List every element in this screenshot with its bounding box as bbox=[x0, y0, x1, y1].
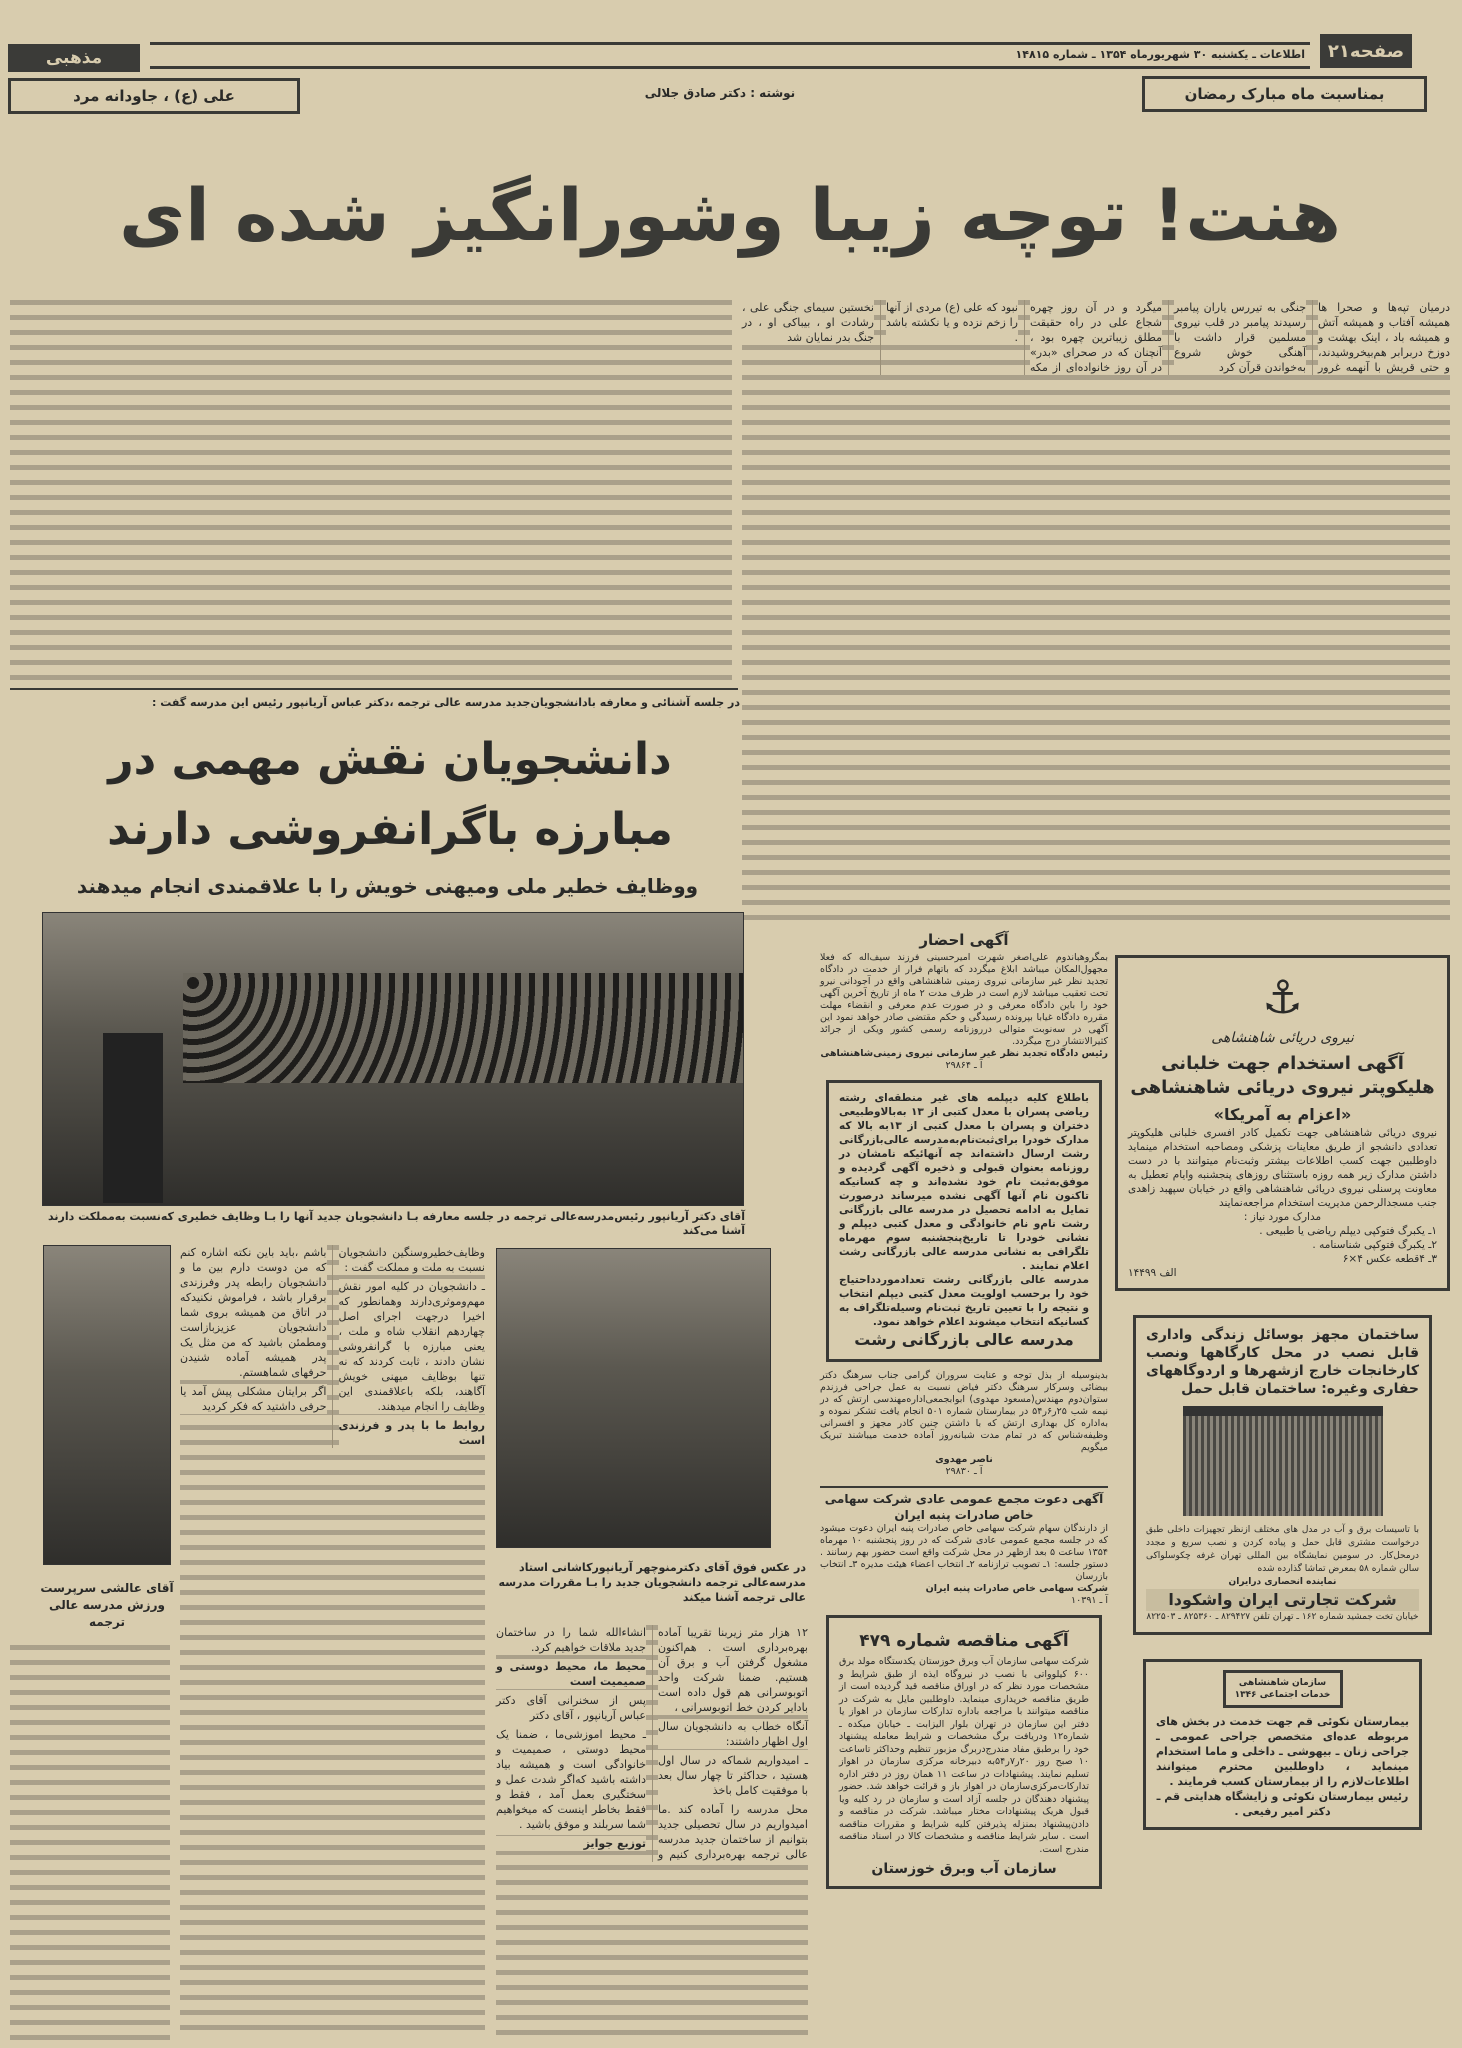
article-column-far-left bbox=[10, 1645, 170, 2040]
navy-requirement: ۲ـ یکبرگ فتوکپی شناسنامه . bbox=[1312, 1239, 1437, 1251]
building-ad-address: خیابان تخت جمشید شماره ۱۶۲ ـ تهران تلفن ۸۲۹۴۲۷ ـ ۸۲۵۳۶۰ ـ ۸۲۲۵۰۳ bbox=[1146, 1612, 1419, 1622]
podium bbox=[103, 1033, 163, 1203]
article-headline-3: ووظایف خطیر ملی ومیهنی خویش را با علاقمندی انجام میدهند bbox=[76, 874, 699, 898]
article-paragraph: محل مدرسه را آماده کند .ما امیدواریم در سال تحصیلی جدید بتوانیم از ساختمان جدید مدرسه عالی ترجمه بهره‌برداری کنیم و انشاءالله شما را در ساختمان جدید ملاقات خواهیم کرد. bbox=[496, 1626, 808, 1861]
article-paragraph: ـ محیط اموزشی‌ما ، ضمنا یک محیط دوستی ، صمیمیت و خانوادگی است و همیشه بیاد داشته باشید که‌اگر شدت عمل و سختگیری بعمل آمد ، فقط و فقط بخاطر اینست که میخواهیم شما سربلند و موفق باشید . bbox=[496, 1728, 646, 1831]
feature-paragraph: نخستین سیمای جنگی علی ، رشادت او ، بیباکی او ، در جنگ بدر نمایان شد bbox=[742, 301, 874, 344]
article-paragraph: باشم ،باید باین نکته اشاره کنم که من دوست دارم بین ما و دانشجویان رابطه پدر وفرزندی برقرار باشد ، فراموش نکنیدکه در اتاق من همیشه بروی شما دانشجویان عزیزبازاست ومطمئن باشید که من مثل یک پدر همیشه آماده شنیدن حرفهای شماهستم. bbox=[180, 1246, 327, 1379]
building-ad-body: با تاسیسات برق و آب در مدل های مختلف ازنظر تجهیزات داخلی طبق درخواست مشتری قابل حمل و پیاده کردن و نصب سریع و مجدد درمحل‌کار. در سومین نمایشگاه بین المللی تهران غرفه چکوسلواکی سالن شماره ۵۸ بمعرض تماشا گذارده شده bbox=[1146, 1525, 1419, 1574]
article-headline-2: مبارزه باگرانفروشی دارند bbox=[107, 804, 673, 855]
article-kicker: در جلسه آشنائی و معارفه بادانشجویان‌جدید مدرسه عالی ترجمه ،دکتر عباس آریانپور رئیس این مدرسه گفت : bbox=[152, 696, 740, 709]
right-ads-column bbox=[1115, 955, 1450, 1830]
building-ad-title: ساختمان مجهز بوسائل زندگی واداری قابل نصب در محل کارگاهها ونصب کارخانجات خارج ازشهرها و اردوگاههای حفاری وغیره: ساختمان قابل حمل bbox=[1146, 1327, 1419, 1397]
thanks-code: آ ـ ۲۹۸۳۰ bbox=[945, 1466, 983, 1477]
navy-ad-body: نیروی دریائی شاهنشاهی جهت تکمیل کادر افسری خلبانی هلیکوپتر تعدادی دانشجو از طریق معاینات پزشکی ومصاحبه استخدام مینماید داوطلبین جهت کسب اطلاعات بیشتر وثبت‌نام میتوانند با در دست داشتن مدارک زیر همه روزه باستثنای روزهای پنجشنبه وایام تعطیل به معاونت پرسنلی نیروی دریائی شاهنشاهی واقع در خیابان سپهبد زاهدی جنب مسجدالرحمن مدیریت استخدام مراجعه‌نمایند bbox=[1128, 1127, 1437, 1209]
dateline: اطلاعات ـ یکشنبه ۳۰ شهریورماه ۱۳۵۴ ـ شماره ۱۴۸۱۵ bbox=[1015, 48, 1305, 61]
navy-ad-subtitle: «اعزام به آمریکا» bbox=[1213, 1105, 1352, 1124]
article-paragraph: وظایف‌خطیروسنگین دانشجویان نسبت به ملت و مملکت گفت : bbox=[338, 1246, 485, 1274]
feature-body-right bbox=[742, 300, 1450, 920]
navy-requirements-label: مدارک مورد نیاز : bbox=[1243, 1211, 1322, 1223]
article-paragraph: ـ دانشجویان در کلیه امور نقش مهم‌وموثری‌دارند وهمانطور که اخیرا درجهت اجرای اصل چهاردهم انقلاب شاه و ملت ، یعنی مبارزه با گرانفروشی نشان دادند ، ثابت کردند که نه تنها بوظایف میهنی خویش آگاهند، بلکه باعلاقمندی این وظایف را انجام میدهند. bbox=[338, 1280, 485, 1413]
summons-title: آگهی احضار bbox=[919, 931, 1009, 949]
audience bbox=[183, 973, 743, 1083]
article-paragraph: پس از سخنرانی آقای دکتر عباس آریانپور ، آقای دکتر bbox=[496, 1694, 646, 1722]
occasion-box: بمناسبت ماه مبارک رمضان bbox=[1142, 76, 1427, 112]
thanks-signature: ناصر مهدوی bbox=[935, 1454, 993, 1465]
summons-notice bbox=[820, 930, 1108, 1072]
cotton-title: آگهی دعوت مجمع عمومی عادی شرکت سهامی خاص صادرات پنبه ایران bbox=[824, 1492, 1104, 1522]
tender-notice bbox=[826, 1615, 1102, 1889]
byline: نوشته : دکتر صادق جلالی bbox=[644, 86, 796, 100]
large-photo-caption: در عکس فوق آقای دکترمنوچهر آریانپورکاشانی استاد مدرسه‌عالی ترجمه دانشجویان جدید را بـا مقررات مدرسه عالی ترجمه آشنا میکند bbox=[498, 1561, 806, 1604]
lecturer-photo bbox=[496, 1248, 771, 1548]
thanks-body: بدینوسیله از بذل توجه و عنایت سروران گرامی جناب سرهنگ دکتر بیضائی وسرکار سرهنگ دکتر فیاض نسبت به عمل جراحی فرزندم ستوان‌دوم مهندس(مسعود مهدوی) ابوابجمعی‌اداره‌مهندسی ارتش که در نیمه شب ۲۵ر۶ر۵۴ در بیمارستان شماره ۵۰۱ انجام یافت تشکر نموده و به‌اداره کل بهداری ارتش که با داشتن چنین کادر مجهز و افسرانی وظیفه‌شناس که در تمام مدت شبانه‌روز آماده خدمت میباشند تبریک میگویم bbox=[820, 1370, 1108, 1453]
rasht-body-2: مدرسه عالی بازرگانی رشت تعدادموردداحتیاج خود را برحسب اولویت معدل کتبی دیپلم انتخاب و نتیجه را با تعیین تاریخ ثبت‌نام وسیله‌تلگراف به کسانیکه انتخاب میشوند اعلام خواهد نمود. bbox=[839, 1274, 1089, 1328]
article-headline-1: دانشجویان نقش مهمی در bbox=[108, 734, 672, 785]
navy-ad-code: الف ۱۴۴۹۹ bbox=[1128, 1267, 1177, 1279]
article-subhead: روابط ما با پدر و فرزندی است bbox=[338, 1419, 485, 1447]
tender-title: آگهی مناقصه شماره ۴۷۹ bbox=[859, 1631, 1069, 1651]
rasht-signature: مدرسه عالی بازرگانی رشت bbox=[854, 1330, 1074, 1349]
middle-notices-column bbox=[820, 930, 1108, 1889]
lecture-hall-photo bbox=[42, 912, 744, 1206]
small-photo-caption: آقای عالشی سرپرست ورزش مدرسه عالی ترجمه bbox=[40, 1581, 174, 1629]
rasht-college-notice bbox=[826, 1080, 1102, 1362]
hospital-ad-body: بیمارستان نکوئی قم جهت خدمت در بخش های مربوطه عده‌ای متخصص جراحی عمومی ـ جراحی زنان ـ بیهوشی ـ داخلی و ماما استخدام مینماید ، داوطلبین محترم میتوانند اطلاعات‌لازم را از بیمارستان کسب فرمایند . bbox=[1156, 1715, 1409, 1788]
portable-building-ad bbox=[1133, 1315, 1432, 1635]
series-box: علی (ع) ، جاودانه مرد bbox=[8, 78, 300, 114]
cotton-body: از دارندگان سهام شرکت سهامی خاص صادرات پنبه ایران دعوت میشود که در جلسه مجمع عمومی عادی شرکت که در روز پنجشنبه ۱۰ مهرماه ۱۳۵۴ ساعت ۵ بعد ازظهر در محل شرکت واقع است حضور بهم رسانند . دستور جلسه: ۱ـ تصویب ترازنامه ۲ـ انتخاب اعضاء هیئت مدیره ۳ـ انتخاب بازرسان bbox=[820, 1523, 1108, 1582]
masthead-rule-bottom bbox=[150, 66, 1310, 69]
tender-body: شرکت سهامی سازمان آب وبرق خوزستان یکدستگاه مولد برق ۶۰۰ کیلوواتی با نصب در نیروگاه ایذه از طبق شرایط و مشخصات مورد نظر که در اوراق مناقصه قید گردیده است از طریق مناقصه خریداری مینماید. داوطلبین مایل به شرکت در مناقصه میتوانند با مراجعه باداره تدارکات سازمان در اهواز یا دفتر این سازمان در تهران بلوار الیزابت ـ خیابان میکده ـ شماره۱۲ ودریافت برگ مشخصات و شرایط معامله پیشنهاد خود را برطبق مفاد مندرج‌دربرگ مزبور تنظیم وحداکثر تاساعت ۱۰ صبح روز ۲۰ر۷ر۵۴به دبیرخانه مرکزی سازمان در اهواز تسلیم نمایند. پیشنهادات در ساعت ۱۱ همان روز در دفتر اداره تدارکات‌مرکزی‌سازمان در اهواز باز و قرائت خواهد شد. حضور پیشنهاد دهندگان در جلسه آزاد است و سازمان در رد کلیه ویا قبول هریک پیشنهادات مختار میباشد. شرکت در مناقصه و دادن‌پیشنهاد بمنزله پذیرفتن کلیه شرایط و مقررات مناقصه است . سایر شرایط مناقصه و مشخصات کالا در اسناد مناقصه مندرج است. bbox=[839, 1656, 1089, 1855]
tender-signature: سازمان آب وبرق خوزستان bbox=[871, 1861, 1057, 1877]
rasht-body-1: باطلاع کلیه دیپلمه های غیر منطقه‌ای رشته ریاضی پسران با معدل کتبی از ۱۳ به‌بالاوطبیعی دختران و پسران با معدل کتبی از ۱۳به بالا که مدارک خودرا برای‌ثبت‌نام‌به‌مدرسه عالی‌بازرگانی رشت ارسال داشته‌اند چه آنهائیکه نامشان در روزنامه بعنوان قبولی و ذخیره آگهی گردیده و موفق‌به‌ثبت نام خود نشده‌اند و چه کسانیکه تاکنون نام آنها آگهی نشده میرساند درصورت تمایل به ادامه تحصیل در مدرسه عالی بازرگانی رشت نام‌و نام خانوادگی و معدل کتبی دیپلم و نشانی خودرا تا تاریخ‌پنجشنبه سوم مهرماه تلگرافی به نشانی مدرسه عالی بازرگانی رشت اعلام نمایند . bbox=[839, 1092, 1089, 1272]
navy-requirement: ۱ـ یکبرگ فتوکپی دیپلم ریاضی یا طبیعی . bbox=[1259, 1225, 1437, 1237]
cotton-signature: شرکت سهامی خاص صادرات پنبه ایران bbox=[925, 1583, 1108, 1594]
navy-emblem-icon: ⚓ bbox=[1261, 970, 1304, 1024]
article-paragraph: اگر برایتان مشکلی پیش آمد یا حرفی داشتید که فکر کردید bbox=[180, 1385, 327, 1413]
summons-signature: رئیس دادگاه تجدید نظر غیر سازمانی نیروی زمینی‌شاهنشاهی bbox=[820, 1048, 1108, 1059]
feature-body-left bbox=[10, 300, 732, 685]
building-ad-agent-label: نماینده انحصاری درایران bbox=[1228, 1577, 1337, 1587]
summons-body: بمگروهباندوم علی‌اصغر شهرت امیرحسینی فرزند سیف‌اله که فعلا مجهول‌المکان میباشد ابلاغ میگردد که باتهام فرار از خدمت در دادگاه تجدید نظر غیر سازمانی نیروی زمینی شاهنشاهی واقع در آجودانی نیرو تحت تعقیب میباشد لازم است در ظرف مدت ۲ ماه از تاریخ آخرین آگهی خود را باین دادگاه معرفی و در صورت عدم معرفی و انقضاء مهلت مقرره دادگاه غیابا بپرونده رسیدگی و حکم مقتضی صادر خواهد نمود این آگهی در سه‌نوبت متوالی درروزنامه رسمی کشور ویکی از جرائد کثیرالانتشار درج میگردد. bbox=[820, 952, 1108, 1047]
portable-building-image bbox=[1183, 1406, 1383, 1516]
article-subhead: توزیع جوایز bbox=[496, 1836, 646, 1851]
hospital-ad-signature: رئیس بیمارستان نکوئی و زایشگاه هدایتی قم ـ دکتر امیر رفیعی . bbox=[1156, 1790, 1409, 1818]
masthead-rule-top bbox=[150, 42, 1310, 45]
navy-requirement: ۳ـ ۴قطعه عکس ۴×۶ bbox=[1342, 1253, 1437, 1265]
section-badge: مذهبی bbox=[8, 44, 140, 72]
feature-paragraph: درمیان تپه‌ها و صحرا ها همیشه آفتاب و همیشه آتش و همیشه باد ، اینک بهشت و دوزخ دربرابر هم‌بیخروشیدند، و حتی قریش با آنهمه غرور جنگی به تیررس یاران پیامبر رسیدند پیامبر در قلب نیروی مسلمین قرار داشت با آهنگی خوش شروع به‌خواندن قرآن کرد bbox=[1174, 301, 1450, 374]
summons-code: آ ـ ۲۹۸۶۴ bbox=[945, 1060, 983, 1071]
cotton-company-notice bbox=[820, 1486, 1108, 1607]
feature-headline: هنت! توچه زیبا وشورانگیز شده ای bbox=[119, 173, 1341, 257]
section-divider bbox=[10, 688, 738, 690]
building-ad-company: شرکت تجارتی ایران واشکودا bbox=[1146, 1589, 1419, 1611]
cotton-code: آ ـ ۱۰۳۹۱ bbox=[1071, 1595, 1108, 1606]
article-columns-right bbox=[496, 1625, 808, 2040]
navy-emblem-text: نیروی دریائی شاهنشاهی bbox=[1211, 1030, 1354, 1046]
social-services-emblem: سازمان شاهنشاهی خدمات اجتماعی ۱۳۴۶ bbox=[1223, 1670, 1343, 1708]
article-paragraph: ۱۲ هزار متر زیربنا تقریبا آماده بهره‌برداری است . هم‌اکنون مشغول گرفتن آب و برق آن هستیم. ضمنا شرکت واحد اتوبوسرانی هم قول داده است بادایر کردن خط اتوبوسرانی ، bbox=[658, 1626, 808, 1714]
article-subhead: محیط ما، محیط دوستی و صمیمیت است bbox=[496, 1660, 646, 1688]
feature-paragraph: میگرد و در آن روز چهره شجاع علی در راه حقیقت مطلق زیباترین چهره بود ، آنچنان که در صحرای «بدر» در آن روز خانواده‌ای از مکه نبود که علی (ع) مردی از آنها را زخم نزده و یا نکشته باشد . bbox=[886, 301, 1162, 374]
navy-ad-title: آگهی استخدام جهت خلبانی هلیکوپتر نیروی دریائی شاهنشاهی bbox=[1130, 1053, 1435, 1098]
page-number-badge: صفحه۲۱ bbox=[1320, 34, 1412, 68]
sports-supervisor-photo bbox=[43, 1245, 171, 1565]
article-paragraph: آنگاه خطاب به دانشجویان سال اول اظهار داشتند: bbox=[658, 1720, 808, 1748]
thanks-notice bbox=[820, 1370, 1108, 1478]
navy-recruitment-ad bbox=[1115, 955, 1450, 1291]
article-paragraph: ـ امیدواریم شماکه در سال اول هستید ، حداکثر تا چهار سال بعد با موفقیت کامل باخذ bbox=[658, 1754, 808, 1797]
photo-caption: آقای دکتر آریانپور رئیس‌مدرسه‌عالی ترجمه در جلسه معارفه بـا دانشجویان جدید آنها را بـا وظایف خطیری که‌نسبت به‌مملکت دارند آشنا می‌کند bbox=[48, 1210, 745, 1237]
hospital-ad bbox=[1143, 1659, 1422, 1830]
article-columns-left bbox=[180, 1245, 485, 2040]
